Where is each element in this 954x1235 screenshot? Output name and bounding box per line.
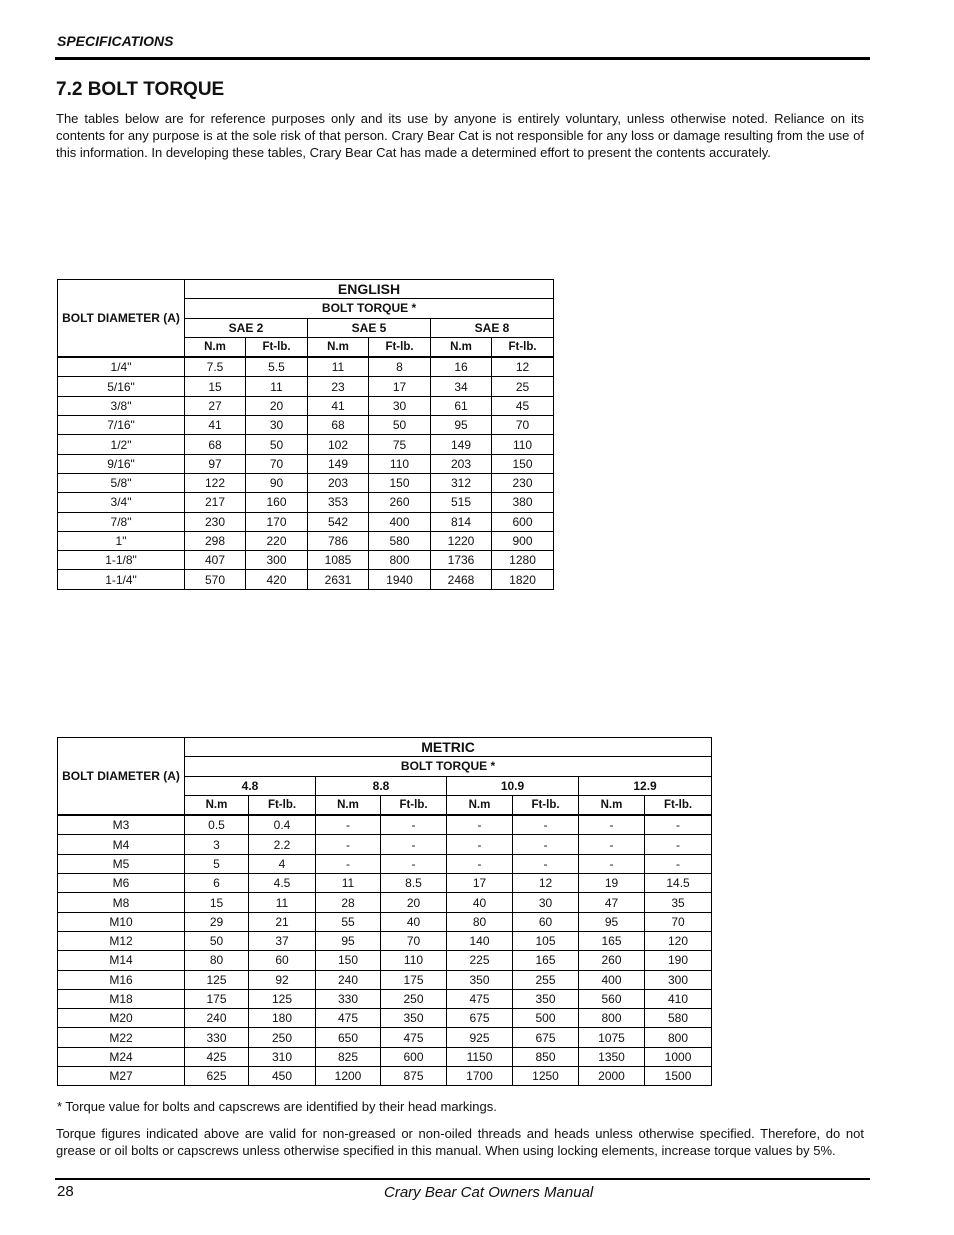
torque-value-cell: 2000 [579,1067,645,1086]
torque-value-cell: 40 [447,893,513,912]
bolt-diameter-cell: M14 [58,951,185,970]
torque-value-cell: - [381,854,447,873]
torque-value-cell: 97 [185,454,246,473]
torque-value-cell: 14.5 [645,874,712,893]
torque-value-cell: 50 [185,931,249,950]
torque-value-cell: 625 [185,1067,249,1086]
torque-value-cell: 1220 [431,531,492,550]
torque-value-cell: 570 [185,570,246,589]
torque-value-cell: 4.5 [249,874,316,893]
torque-value-cell: 400 [369,512,431,531]
torque-value-cell: 19 [579,874,645,893]
torque-value-cell: - [579,815,645,835]
table-row [58,970,712,989]
torque-value-cell: 165 [513,951,579,970]
table-row [58,473,554,492]
torque-value-cell: 450 [249,1067,316,1086]
table-row [58,989,712,1008]
torque-value-cell: 150 [492,454,554,473]
torque-value-cell: 102 [308,435,369,454]
torque-value-cell: 70 [381,931,447,950]
torque-value-cell: 425 [185,1047,249,1066]
metric-table-body [58,815,712,1086]
torque-value-cell: 400 [579,970,645,989]
bolt-diameter-cell: 1-1/4" [58,570,185,589]
torque-value-cell: 149 [431,435,492,454]
torque-value-cell: 330 [316,989,381,1008]
torque-value-cell: 140 [447,931,513,950]
english-unit-header: Ft-lb. [246,337,308,357]
torque-value-cell: 475 [316,1009,381,1028]
torque-value-cell: 70 [246,454,308,473]
table-row [58,357,554,377]
torque-value-cell: 407 [185,551,246,570]
torque-value-cell: 23 [308,377,369,396]
torque-value-cell: 20 [381,893,447,912]
bolt-diameter-cell: M18 [58,989,185,1008]
bolt-diameter-cell: M16 [58,970,185,989]
table-row [58,951,712,970]
torque-value-cell: 230 [492,473,554,492]
bolt-diameter-cell: M5 [58,854,185,873]
torque-value-cell: 40 [381,912,447,931]
torque-value-cell: - [645,835,712,854]
torque-value-cell: 0.5 [185,815,249,835]
torque-value-cell: 165 [579,931,645,950]
torque-value-cell: 75 [369,435,431,454]
torque-value-cell: 60 [249,951,316,970]
table-row [58,1028,712,1047]
bolt-diameter-cell: M20 [58,1009,185,1028]
metric-grade-header: 4.8 [185,776,316,795]
bolt-diameter-cell: M10 [58,912,185,931]
intro-paragraph: The tables below are for reference purposes only and its use by anyone is entirely voluntary, unless otherwise noted. Reliance on its contents for any purpose is at the sole risk of that person. Crary Bear Cat is not responsible for any loss or damage resulting from the use of this information. In developing these tables, Crary Bear Cat has made a determined effort to present the contents accurately. [56,111,864,160]
torque-value-cell: 11 [246,377,308,396]
bolt-diameter-cell: M22 [58,1028,185,1047]
torque-value-cell: 110 [492,435,554,454]
metric-grade-header: 8.8 [316,776,447,795]
torque-value-cell: 15 [185,893,249,912]
torque-value-cell: - [447,835,513,854]
torque-value-cell: 255 [513,970,579,989]
english-grade-header: SAE 8 [431,318,554,337]
torque-value-cell: 150 [369,473,431,492]
torque-value-cell: 1280 [492,551,554,570]
torque-value-cell: 35 [645,893,712,912]
torque-value-cell: 175 [381,970,447,989]
bolt-diameter-cell: 1/2" [58,435,185,454]
english-unit-header: N.m [308,337,369,357]
torque-value-cell: 16 [431,357,492,377]
torque-value-cell: 353 [308,493,369,512]
torque-value-cell: 500 [513,1009,579,1028]
torque-value-cell: 61 [431,396,492,415]
torque-value-cell: - [381,835,447,854]
metric-unit-header: Ft-lb. [645,795,712,815]
torque-value-cell: 11 [249,893,316,912]
torque-value-cell: 925 [447,1028,513,1047]
torque-value-cell: 20 [246,396,308,415]
torque-value-cell: 12 [513,874,579,893]
header-section-label: SPECIFICATIONS [57,33,174,49]
table-row [58,1009,712,1028]
torque-value-cell: 175 [185,989,249,1008]
torque-value-cell: 1350 [579,1047,645,1066]
table-row [58,531,554,550]
torque-value-cell: 5.5 [246,357,308,377]
bolt-diameter-cell: 3/8" [58,396,185,415]
torque-value-cell: 45 [492,396,554,415]
torque-value-cell: 29 [185,912,249,931]
torque-value-cell: 80 [185,951,249,970]
bolt-diameter-cell: 7/8" [58,512,185,531]
bolt-diameter-cell: M24 [58,1047,185,1066]
torque-value-cell: 80 [447,912,513,931]
torque-value-cell: 380 [492,493,554,512]
torque-value-cell: 150 [316,951,381,970]
torque-value-cell: 1736 [431,551,492,570]
torque-value-cell: 0.4 [249,815,316,835]
torque-value-cell: 217 [185,493,246,512]
torque-value-cell: 25 [492,377,554,396]
table-row [58,493,554,512]
table-row [58,815,712,835]
table-row [58,435,554,454]
torque-value-cell: 37 [249,931,316,950]
torque-value-cell: 1500 [645,1067,712,1086]
torque-value-cell: 900 [492,531,554,550]
torque-value-cell: 105 [513,931,579,950]
english-diameter-header: BOLT DIAMETER (A) [58,280,185,358]
torque-value-cell: 50 [369,416,431,435]
torque-value-cell: 814 [431,512,492,531]
bolt-diameter-cell: 5/8" [58,473,185,492]
torque-value-cell: 260 [579,951,645,970]
bolt-diameter-cell: M6 [58,874,185,893]
torque-value-cell: 11 [308,357,369,377]
torque-value-cell: 475 [447,989,513,1008]
bolt-diameter-cell: M4 [58,835,185,854]
english-torque-header: BOLT TORQUE * [185,299,554,318]
torque-value-cell: 330 [185,1028,249,1047]
torque-value-cell: 160 [246,493,308,512]
torque-value-cell: - [316,835,381,854]
torque-value-cell: - [381,815,447,835]
torque-value-cell: 2631 [308,570,369,589]
bolt-diameter-cell: M12 [58,931,185,950]
torque-value-cell: - [513,815,579,835]
torque-value-cell: 600 [381,1047,447,1066]
torque-value-cell: - [579,835,645,854]
torque-value-cell: 122 [185,473,246,492]
torque-value-cell: - [316,854,381,873]
torque-value-cell: 850 [513,1047,579,1066]
torque-value-cell: 110 [381,951,447,970]
torque-value-cell: 47 [579,893,645,912]
torque-value-cell: 560 [579,989,645,1008]
table-row [58,416,554,435]
table-row [58,454,554,473]
torque-value-cell: 180 [249,1009,316,1028]
torque-value-cell: 21 [249,912,316,931]
torque-value-cell: 1820 [492,570,554,589]
table-row [58,893,712,912]
english-grade-header: SAE 5 [308,318,431,337]
torque-value-cell: 1150 [447,1047,513,1066]
torque-value-cell: 225 [447,951,513,970]
english-group-title: ENGLISH [185,280,554,299]
english-unit-header: N.m [185,337,246,357]
torque-value-cell: 350 [381,1009,447,1028]
torque-value-cell: 600 [492,512,554,531]
bolt-diameter-cell: M27 [58,1067,185,1086]
bolt-diameter-cell: 1/4" [58,357,185,377]
torque-value-cell: - [316,815,381,835]
english-grade-header: SAE 2 [185,318,308,337]
torque-value-cell: 11 [316,874,381,893]
torque-value-cell: 92 [249,970,316,989]
table-row [58,912,712,931]
bolt-diameter-cell: M3 [58,815,185,835]
torque-value-cell: - [645,854,712,873]
english-unit-header: Ft-lb. [369,337,431,357]
torque-value-cell: 27 [185,396,246,415]
torque-value-cell: 203 [308,473,369,492]
torque-value-cell: 350 [447,970,513,989]
torque-value-cell: 1700 [447,1067,513,1086]
torque-value-cell: 230 [185,512,246,531]
torque-value-cell: 240 [316,970,381,989]
torque-value-cell: 8.5 [381,874,447,893]
torque-value-cell: 825 [316,1047,381,1066]
torque-value-cell: 120 [645,931,712,950]
torque-value-cell: 650 [316,1028,381,1047]
table-row [58,551,554,570]
torque-value-cell: 875 [381,1067,447,1086]
metric-grade-header: 12.9 [579,776,712,795]
torque-value-cell: 800 [579,1009,645,1028]
bolt-diameter-cell: 7/16" [58,416,185,435]
torque-footnote: * Torque value for bolts and capscrews are identified by their head markings. [57,1099,497,1114]
torque-value-cell: 1200 [316,1067,381,1086]
bolt-diameter-cell: 9/16" [58,454,185,473]
torque-value-cell: 1940 [369,570,431,589]
torque-value-cell: 110 [369,454,431,473]
torque-value-cell: 250 [381,989,447,1008]
torque-value-cell: 6 [185,874,249,893]
torque-value-cell: 8 [369,357,431,377]
torque-value-cell: 30 [369,396,431,415]
metric-unit-header: Ft-lb. [513,795,579,815]
torque-value-cell: 800 [369,551,431,570]
torque-value-cell: 170 [246,512,308,531]
torque-value-cell: 410 [645,989,712,1008]
torque-value-cell: 95 [316,931,381,950]
metric-unit-header: Ft-lb. [381,795,447,815]
torque-value-cell: 1000 [645,1047,712,1066]
bolt-diameter-cell: 1-1/8" [58,551,185,570]
table-row [58,512,554,531]
english-torque-table [57,279,554,590]
metric-unit-header: N.m [185,795,249,815]
torque-value-cell: 30 [513,893,579,912]
torque-value-cell: 125 [249,989,316,1008]
torque-value-cell: 190 [645,951,712,970]
torque-value-cell: 70 [492,416,554,435]
torque-value-cell: 12 [492,357,554,377]
metric-group-title: METRIC [185,738,712,757]
torque-value-cell: 30 [246,416,308,435]
torque-value-cell: - [447,815,513,835]
torque-value-cell: 310 [249,1047,316,1066]
english-table-body [58,357,554,589]
torque-value-cell: 1250 [513,1067,579,1086]
torque-value-cell: 1085 [308,551,369,570]
torque-value-cell: 2.2 [249,835,316,854]
torque-value-cell: 675 [513,1028,579,1047]
torque-value-cell: 1075 [579,1028,645,1047]
torque-value-cell: 7.5 [185,357,246,377]
torque-value-cell: - [447,854,513,873]
page-number: 28 [57,1183,74,1200]
torque-value-cell: 260 [369,493,431,512]
torque-value-cell: 95 [431,416,492,435]
torque-value-cell: 2468 [431,570,492,589]
metric-unit-header: N.m [316,795,381,815]
table-row [58,396,554,415]
footer-rule [55,1178,870,1180]
torque-value-cell: 4 [249,854,316,873]
torque-value-cell: 580 [369,531,431,550]
table-row [58,835,712,854]
torque-value-cell: 90 [246,473,308,492]
torque-value-cell: - [645,815,712,835]
table-row [58,854,712,873]
torque-value-cell: 41 [308,396,369,415]
table-row [58,377,554,396]
torque-value-cell: 300 [645,970,712,989]
metric-unit-header: Ft-lb. [249,795,316,815]
torque-value-cell: 3 [185,835,249,854]
torque-value-cell: 95 [579,912,645,931]
metric-torque-header: BOLT TORQUE * [185,757,712,776]
torque-value-cell: 580 [645,1009,712,1028]
table-row [58,1047,712,1066]
torque-value-cell: 312 [431,473,492,492]
torque-value-cell: 34 [431,377,492,396]
torque-value-cell: 350 [513,989,579,1008]
torque-value-cell: 515 [431,493,492,512]
torque-value-cell: 420 [246,570,308,589]
torque-value-cell: 542 [308,512,369,531]
torque-value-cell: 203 [431,454,492,473]
torque-value-cell: 800 [645,1028,712,1047]
torque-value-cell: - [513,854,579,873]
manual-title: Crary Bear Cat Owners Manual [384,1184,594,1201]
table-row [58,931,712,950]
torque-value-cell: 220 [246,531,308,550]
torque-value-cell: 70 [645,912,712,931]
metric-grade-header: 10.9 [447,776,579,795]
metric-unit-header: N.m [447,795,513,815]
header-rule [55,57,870,60]
torque-note: Torque figures indicated above are valid for non-greased or non-oiled threads and heads unless otherwise specified. Therefore, do not grease or oil bolts or capscrews unless otherwise specified in this manual. When using locking elements, increase torque values by 5%. [56,1126,864,1158]
torque-value-cell: 240 [185,1009,249,1028]
torque-value-cell: - [579,854,645,873]
english-unit-header: N.m [431,337,492,357]
torque-value-cell: 5 [185,854,249,873]
torque-value-cell: 55 [316,912,381,931]
torque-value-cell: 125 [185,970,249,989]
torque-value-cell: 50 [246,435,308,454]
torque-value-cell: 675 [447,1009,513,1028]
torque-value-cell: 300 [246,551,308,570]
metric-diameter-header: BOLT DIAMETER (A) [58,738,185,816]
table-row [58,874,712,893]
metric-unit-header: N.m [579,795,645,815]
torque-value-cell: 475 [381,1028,447,1047]
torque-value-cell: 41 [185,416,246,435]
torque-value-cell: 786 [308,531,369,550]
torque-value-cell: 15 [185,377,246,396]
torque-value-cell: 149 [308,454,369,473]
torque-value-cell: 60 [513,912,579,931]
english-unit-header: Ft-lb. [492,337,554,357]
bolt-diameter-cell: 3/4" [58,493,185,512]
torque-value-cell: 17 [369,377,431,396]
bolt-diameter-cell: 5/16" [58,377,185,396]
metric-torque-table [57,737,712,1086]
torque-value-cell: 68 [185,435,246,454]
torque-value-cell: 298 [185,531,246,550]
table-row [58,570,554,589]
torque-value-cell: 17 [447,874,513,893]
torque-value-cell: - [513,835,579,854]
section-title: 7.2 BOLT TORQUE [56,79,225,100]
torque-value-cell: 68 [308,416,369,435]
bolt-diameter-cell: 1" [58,531,185,550]
table-row [58,1067,712,1086]
bolt-diameter-cell: M8 [58,893,185,912]
torque-value-cell: 250 [249,1028,316,1047]
torque-value-cell: 28 [316,893,381,912]
